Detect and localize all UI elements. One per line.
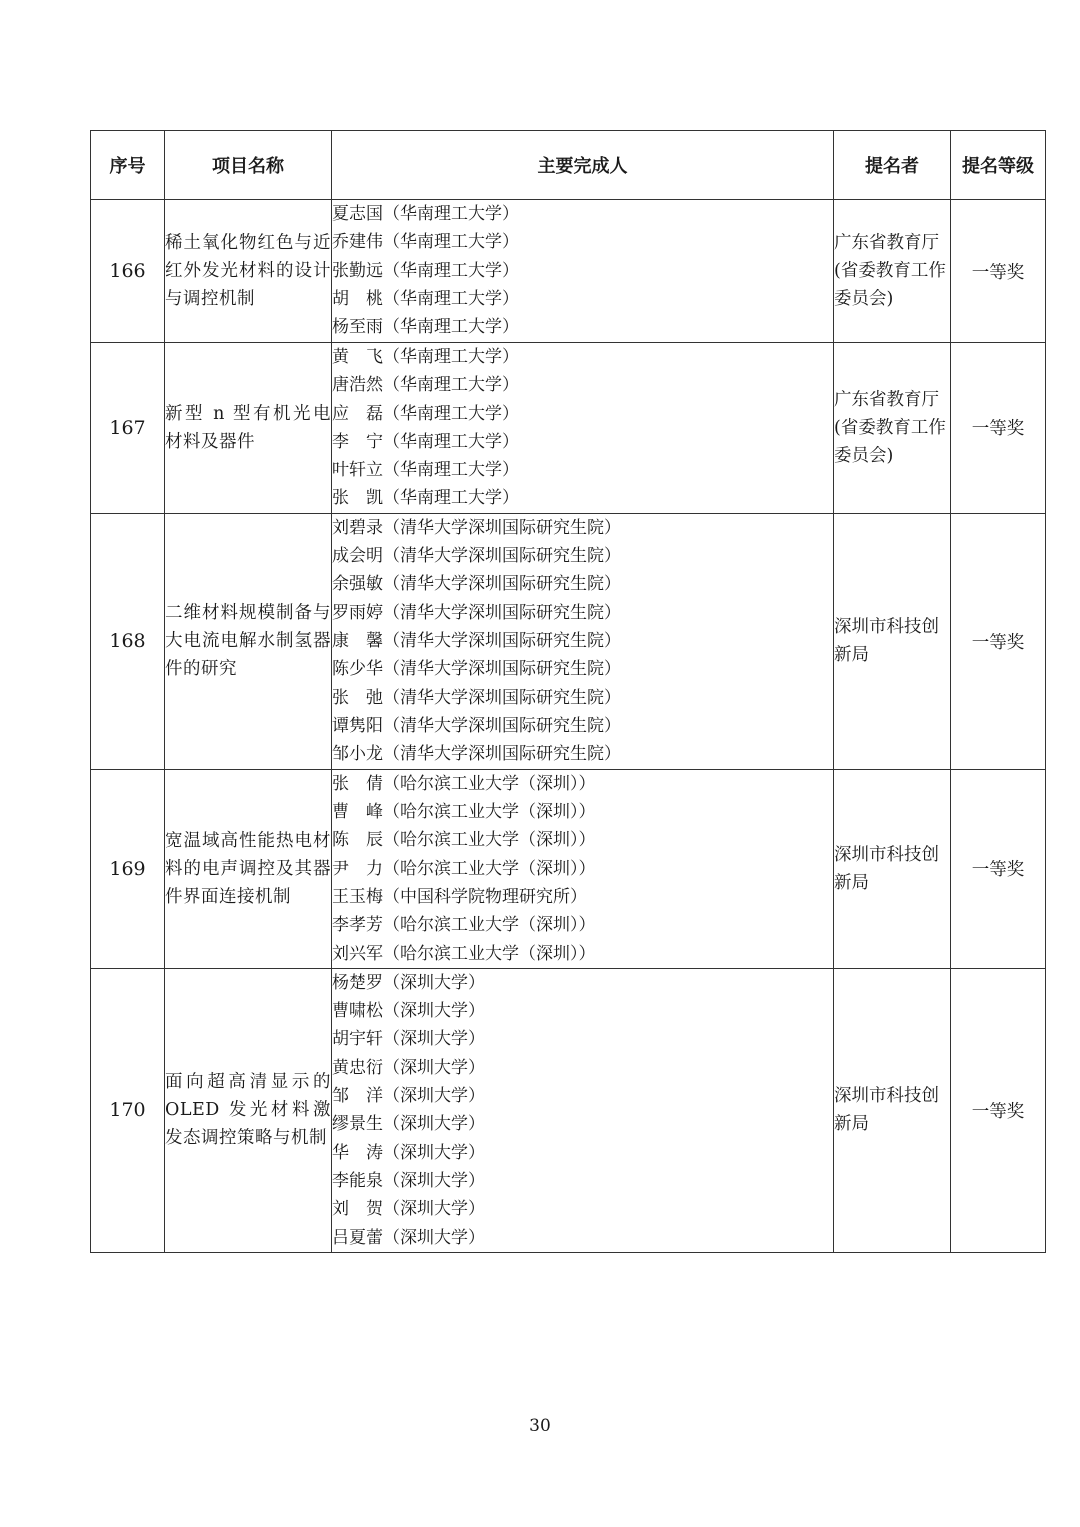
nomination-level: 一等奖 [951, 513, 1046, 769]
contributor: 刘兴军（哈尔滨工业大学（深圳）） [332, 943, 596, 964]
project-name: 宽温域高性能热电材料的电声调控及其器件界面连接机制 [165, 769, 332, 968]
nominator: 广东省教育厅(省委教育工作委员会) [834, 343, 951, 514]
table-row [91, 200, 1046, 343]
contributor: 罗雨婷（清华大学深圳国际研究生院） [332, 602, 621, 623]
contributors-cell [332, 968, 834, 1252]
contributors-cell [332, 769, 834, 968]
nominator: 深圳市科技创新局 [834, 968, 951, 1252]
contributor: 胡 桃（华南理工大学） [332, 288, 519, 309]
contributor: 谭隽阳（清华大学深圳国际研究生院） [332, 715, 621, 736]
table-row [91, 513, 1046, 769]
contributor: 李孝芳（哈尔滨工业大学（深圳）） [332, 915, 596, 936]
contributor: 胡宇轩（深圳大学） [332, 1029, 485, 1050]
nomination-level: 一等奖 [951, 200, 1046, 343]
contributor: 乔建伟（华南理工大学） [332, 232, 519, 253]
contributor: 邹 洋（深圳大学） [332, 1086, 485, 1107]
row-number: 168 [91, 513, 165, 769]
contributor: 缪景生（深圳大学） [332, 1114, 485, 1135]
nominator: 深圳市科技创新局 [834, 513, 951, 769]
project-name: 新型 n 型有机光电材料及器件 [165, 343, 332, 514]
contributor: 张 倩（哈尔滨工业大学（深圳）） [332, 773, 596, 794]
contributors-cell [332, 513, 834, 769]
contributor: 尹 力（哈尔滨工业大学（深圳）） [332, 858, 596, 879]
project-name: 面向超高清显示的 OLED 发光材料激发态调控策略与机制 [165, 968, 332, 1252]
header-nominator: 提名者 [834, 131, 951, 200]
contributor: 李能泉（深圳大学） [332, 1170, 485, 1191]
contributor: 曹 峰（哈尔滨工业大学（深圳）） [332, 802, 596, 823]
contributor: 吕夏蕾（深圳大学） [332, 1227, 485, 1248]
table-row [91, 343, 1046, 514]
contributor: 曹啸松（深圳大学） [332, 1001, 485, 1022]
contributor: 刘碧录（清华大学深圳国际研究生院） [332, 517, 621, 538]
contributor: 张 弛（清华大学深圳国际研究生院） [332, 687, 621, 708]
contributor: 黄忠衍（深圳大学） [332, 1057, 485, 1078]
contributor: 王玉梅（中国科学院物理研究所） [332, 886, 587, 907]
header-number: 序号 [91, 131, 165, 200]
contributor: 夏志国（华南理工大学） [332, 204, 519, 224]
contributor: 陈少华（清华大学深圳国际研究生院） [332, 659, 621, 680]
contributor: 张勤远（华南理工大学） [332, 260, 519, 281]
contributor: 李 宁（华南理工大学） [332, 431, 519, 452]
header-main-contributors: 主要完成人 [332, 131, 834, 200]
contributor: 华 涛（深圳大学） [332, 1142, 485, 1163]
table-row [91, 769, 1046, 968]
contributor: 杨至雨（华南理工大学） [332, 317, 519, 338]
nominator: 广东省教育厅(省委教育工作委员会) [834, 200, 951, 343]
nomination-level: 一等奖 [951, 343, 1046, 514]
contributor: 唐浩然（华南理工大学） [332, 375, 519, 396]
contributor: 张 凯（华南理工大学） [332, 488, 519, 509]
row-number: 169 [91, 769, 165, 968]
contributor: 刘 贺（深圳大学） [332, 1199, 485, 1220]
table-header-row [91, 131, 1046, 200]
project-name: 稀土氧化物红色与近红外发光材料的设计与调控机制 [165, 200, 332, 343]
contributor: 成会明（清华大学深圳国际研究生院） [332, 546, 621, 567]
contributor: 陈 辰（哈尔滨工业大学（深圳）） [332, 830, 596, 851]
row-number: 170 [91, 968, 165, 1252]
contributor: 余强敏（清华大学深圳国际研究生院） [332, 574, 621, 595]
contributor: 应 磊（华南理工大学） [332, 403, 519, 424]
contributor: 黄 飞（华南理工大学） [332, 347, 519, 367]
contributors-cell [332, 200, 834, 343]
contributor: 邹小龙（清华大学深圳国际研究生院） [332, 744, 621, 765]
row-number: 167 [91, 343, 165, 514]
header-nomination-level: 提名等级 [951, 131, 1046, 200]
row-number: 166 [91, 200, 165, 343]
page-number: 30 [529, 1416, 551, 1436]
header-project-name: 项目名称 [165, 131, 332, 200]
contributor: 叶轩立（华南理工大学） [332, 460, 519, 481]
project-name: 二维材料规模制备与大电流电解水制氢器件的研究 [165, 513, 332, 769]
nomination-level: 一等奖 [951, 769, 1046, 968]
awards-table [90, 130, 1046, 1253]
contributor: 杨楚罗（深圳大学） [332, 972, 485, 993]
nomination-level: 一等奖 [951, 968, 1046, 1252]
table-row [91, 968, 1046, 1252]
nominator: 深圳市科技创新局 [834, 769, 951, 968]
contributors-cell [332, 343, 834, 514]
contributor: 康 馨（清华大学深圳国际研究生院） [332, 630, 621, 651]
